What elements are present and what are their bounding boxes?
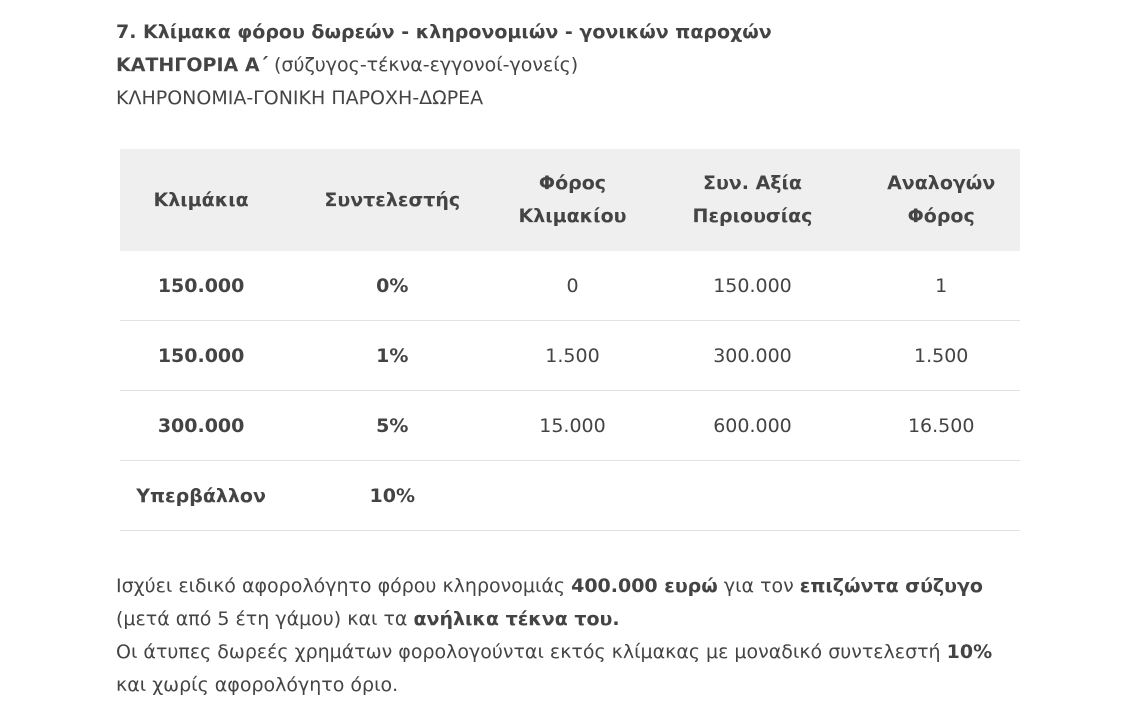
cell-total-value	[643, 461, 863, 531]
cell-bracket: 150.000	[120, 251, 282, 321]
cell-rate: 0%	[282, 251, 502, 321]
header-proportional-tax	[862, 149, 1020, 251]
header-bracket-tax-line1: Φόρος	[538, 172, 607, 194]
cell-rate: 5%	[282, 391, 502, 461]
header-brackets-text: Κλιμάκια	[153, 188, 249, 211]
table-row	[120, 461, 1020, 531]
cell-proportional-tax: 1.500	[862, 321, 1020, 391]
category-members: (σύζυγος-τέκνα-εγγονοί-γονείς)	[274, 54, 579, 76]
cell-bracket-tax: 1.500	[502, 321, 642, 391]
note-flat-rate: 10%	[946, 641, 993, 663]
cell-total-value: 150.000	[643, 251, 863, 321]
cell-rate: 10%	[282, 461, 502, 531]
section-heading	[116, 16, 772, 115]
note-text: Ισχύει ειδικό αφορολόγητο φόρου κληρονομιάς	[116, 575, 572, 597]
header-bracket-tax-line2: Κλιμακίου	[518, 205, 627, 227]
table-row	[120, 391, 1020, 461]
cell-bracket: 150.000	[120, 321, 282, 391]
category-line	[116, 49, 772, 82]
header-bracket-tax	[502, 149, 642, 251]
table-header-row	[120, 149, 1020, 251]
note-text: (μετά από 5 έτη γάμου) και τα	[116, 608, 414, 630]
section-subtitle: ΚΛΗΡΟΝΟΜΙΑ-ΓΟΝΙΚΗ ΠΑΡΟΧΗ-ΔΩΡΕΑ	[116, 87, 484, 109]
note-exemption-amount: 400.000 ευρώ	[571, 575, 718, 597]
tax-note	[116, 570, 1026, 702]
cell-total-value: 600.000	[643, 391, 863, 461]
note-paragraph-informal-gifts	[116, 636, 1026, 702]
header-brackets	[120, 149, 282, 251]
header-total-value-line1: Συν. Αξία	[703, 172, 802, 194]
cell-rate: 1%	[282, 321, 502, 391]
section-title: 7. Κλίμακα φόρου δωρεών - κληρονομιών - γονικών παροχών	[116, 21, 772, 43]
note-text: για τον	[717, 575, 800, 597]
note-minor-children: ανήλικα τέκνα του.	[413, 608, 620, 630]
header-rate-text: Συντελεστής	[324, 188, 461, 211]
cell-bracket: Υπερβάλλον	[120, 461, 282, 531]
table-row	[120, 321, 1020, 391]
header-proportional-tax-line2: Φόρος	[907, 205, 975, 227]
cell-total-value: 300.000	[643, 321, 863, 391]
cell-bracket-tax: 15.000	[502, 391, 642, 461]
header-total-value-line2: Περιουσίας	[692, 205, 813, 227]
cell-proportional-tax	[862, 461, 1020, 531]
cell-proportional-tax: 1	[862, 251, 1020, 321]
note-surviving-spouse: επιζώντα σύζυγο	[799, 575, 983, 597]
tax-scale-table	[120, 149, 1020, 531]
note-paragraph-exemption	[116, 570, 1026, 636]
cell-proportional-tax: 16.500	[862, 391, 1020, 461]
note-text: και χωρίς αφορολόγητο όριο.	[116, 674, 399, 696]
header-proportional-tax-line1: Αναλογών	[887, 172, 996, 194]
table-row	[120, 251, 1020, 321]
category-label: ΚΑΤΗΓΟΡΙΑ Α΄	[116, 54, 268, 76]
cell-bracket-tax	[502, 461, 642, 531]
note-text: Οι άτυπες δωρεές χρημάτων φορολογούνται εκτός κλίμακας με μοναδικό συντελεστή	[116, 641, 947, 663]
header-total-value	[643, 149, 863, 251]
cell-bracket: 300.000	[120, 391, 282, 461]
cell-bracket-tax: 0	[502, 251, 642, 321]
header-rate	[282, 149, 502, 251]
